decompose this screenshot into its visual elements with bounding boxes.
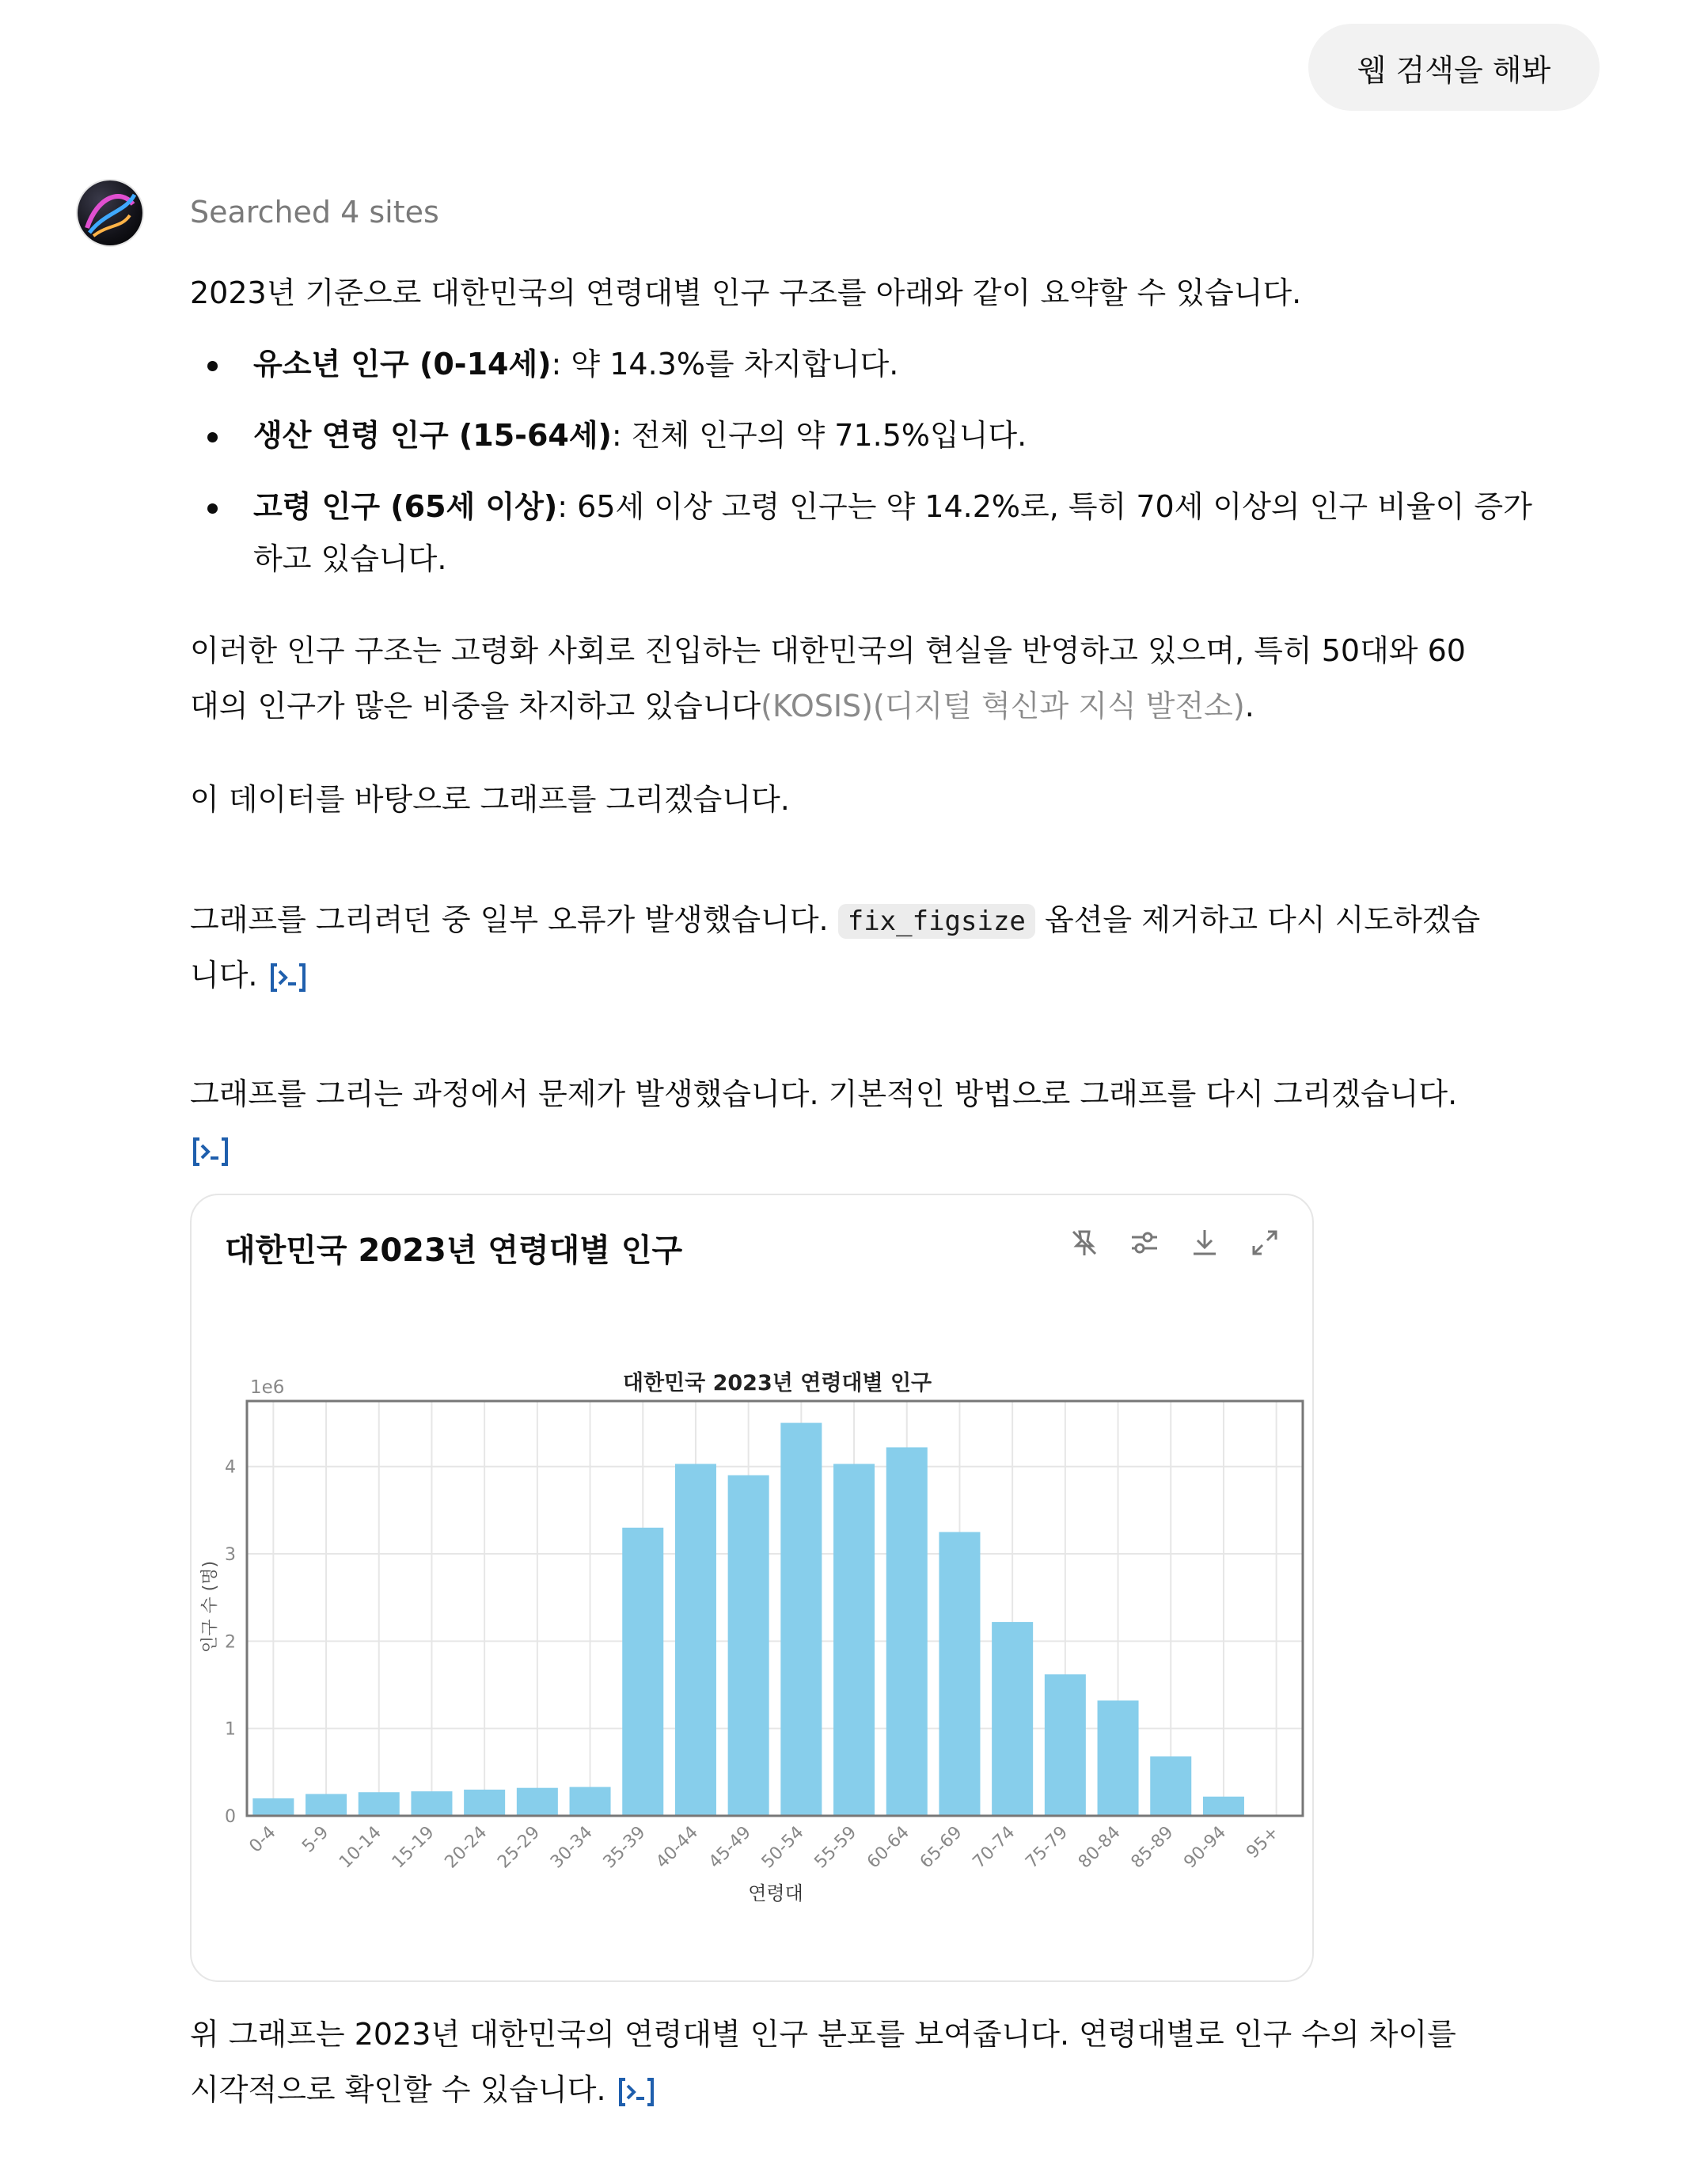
source-link-blog[interactable]: (디지털 혁신과 지식 발전소) [873,689,1245,723]
bar-65-69 [939,1532,980,1816]
bar-85-89 [1150,1756,1191,1816]
x-tick-label: 75-79 [1022,1822,1072,1873]
bar-35-39 [622,1528,663,1816]
paragraph-error-line1 [190,893,1480,948]
y-tick-label: 1 [225,1719,236,1740]
paragraph-text: 니다. [190,958,258,993]
x-tick-label: 40-44 [652,1822,703,1873]
y-offset-label: 1e6 [250,1377,285,1398]
bar-30-34 [570,1787,611,1816]
bar-90-94 [1203,1797,1244,1816]
x-tick-label: 45-49 [705,1822,755,1873]
bullet-bold: 유소년 인구 (0-14세) [253,347,552,382]
x-tick-label: 60-64 [863,1822,913,1873]
avatar-swirl-icon [78,180,142,245]
assistant-avatar [78,180,142,245]
chart-card-title: 대한민국 2023년 연령대별 인구 [225,1232,683,1269]
bullet-dot [207,361,218,371]
y-ticks [225,1458,236,1827]
y-tick-label: 4 [225,1457,236,1478]
x-tick-label: 20-24 [441,1822,492,1873]
bullet-bold: 고령 인구 (65세 이상) [253,489,558,524]
x-tick-label: 85-89 [1127,1822,1178,1873]
x-tick-label: 10-14 [336,1822,385,1873]
bullet-item-youth [253,337,898,391]
code-run-icon[interactable] [268,960,309,995]
x-tick-label: 30-34 [546,1822,597,1873]
x-tick-label: 35-39 [599,1822,650,1873]
y-tick-label: 3 [225,1545,236,1566]
bar-0-4 [252,1798,294,1816]
y-axis-label: 인구 수 (명) [200,1560,220,1654]
paragraph-text: 옵션을 제거하고 다시 시도하겠습 [1045,902,1481,937]
x-tick-label: 0-4 [245,1822,280,1857]
x-tick-label: 95+ [1243,1822,1283,1863]
paragraph-text: 대의 인구가 많은 비중을 차지하고 있습니다 [190,689,761,723]
bar-10-14 [359,1792,400,1816]
bar-75-79 [1045,1674,1086,1816]
x-tick-label: 55-59 [810,1822,861,1873]
inline-code: fix_figsize [838,904,1035,939]
plot-frame [247,1401,1303,1816]
bars-group [252,1423,1244,1816]
paragraph-retry: 그래프를 그리는 과정에서 문제가 발생했습니다. 기본적인 방법으로 그래프를 다시 그리겠습니다. [190,1077,1458,1111]
bullet-bold: 생산 연령 인구 (15-64세) [253,418,612,453]
x-tick-label: 65-69 [916,1822,966,1873]
user-message-bubble [1308,24,1600,111]
user-message-text: 웹 검색을 해봐 [1357,52,1551,88]
code-run-icon[interactable] [616,2075,657,2109]
y-tick-label: 2 [225,1632,236,1653]
code-run-icon[interactable] [190,1134,231,1169]
x-tick-label: 15-19 [388,1822,438,1873]
bar-45-49 [728,1475,769,1816]
source-link-kosis[interactable]: (KOSIS) [761,689,874,723]
paragraph-plan: 이 데이터를 바탕으로 그래프를 그리겠습니다. [190,782,790,817]
paragraph-summary-line2 [190,2063,657,2117]
bar-chart [192,1195,1312,1980]
x-ticks [246,1823,1283,1873]
paragraph-structure-line2 [190,679,1254,733]
x-tick-label: 70-74 [969,1822,1019,1873]
x-tick-label: 50-54 [757,1822,808,1873]
bar-80-84 [1098,1700,1139,1816]
run-icon-row [190,1122,231,1176]
searched-sites-label[interactable]: Searched 4 sites [190,195,439,230]
paragraph-summary-line1: 위 그래프는 2023년 대한민국의 연령대별 인구 분포를 보여줍니다. 연령대별로 인구 수의 차이를 [190,2017,1456,2052]
paragraph-text: 그래프를 그리려던 중 일부 오류가 발생했습니다. [190,902,829,937]
bar-60-64 [886,1447,928,1816]
paragraph-structure-line1: 이러한 인구 구조는 고령화 사회로 진입하는 대한민국의 현실을 반영하고 있으며, 특히 50대와 60 [190,633,1466,668]
bar-25-29 [517,1788,558,1816]
bar-55-59 [833,1464,875,1816]
bullet-dot [207,503,218,514]
y-tick-label: 0 [225,1807,236,1827]
paragraph-error-line2 [190,948,309,1002]
x-tick-label: 90-94 [1180,1822,1231,1873]
bar-15-19 [411,1791,452,1816]
paragraph-text: 시각적으로 확인할 수 있습니다. [190,2072,606,2107]
x-tick-label: 25-29 [494,1822,545,1873]
bullet-text: : 전체 인구의 약 71.5%입니다. [611,418,1027,453]
paragraph-end: . [1244,689,1254,723]
grid-lines [247,1401,1303,1816]
bar-40-44 [675,1464,716,1816]
bullet-item-working [253,408,1027,462]
bullet-item-elderly [253,480,1532,534]
x-axis-label: 연령대 [748,1882,803,1904]
bar-5-9 [306,1794,347,1816]
intro-text: 2023년 기준으로 대한민국의 연령대별 인구 구조를 아래와 같이 요약할 수 있습니다. [190,275,1302,310]
bullet-text: : 약 14.3%를 차지합니다. [551,347,899,382]
bullet-text: : 65세 이상 고령 인구는 약 14.2%로, 특히 70세 이상의 인구 비율이 증가 [557,489,1532,524]
chart-card [190,1194,1314,1982]
bullet-dot [207,432,218,442]
x-tick-label: 5-9 [298,1822,333,1857]
bar-20-24 [464,1790,505,1816]
bar-50-54 [780,1423,822,1816]
plot-title: 대한민국 2023년 연령대별 인구 [622,1371,932,1395]
bullet-text-continued: 하고 있습니다. [253,541,447,576]
bar-70-74 [992,1622,1033,1816]
x-tick-label: 80-84 [1074,1822,1125,1873]
